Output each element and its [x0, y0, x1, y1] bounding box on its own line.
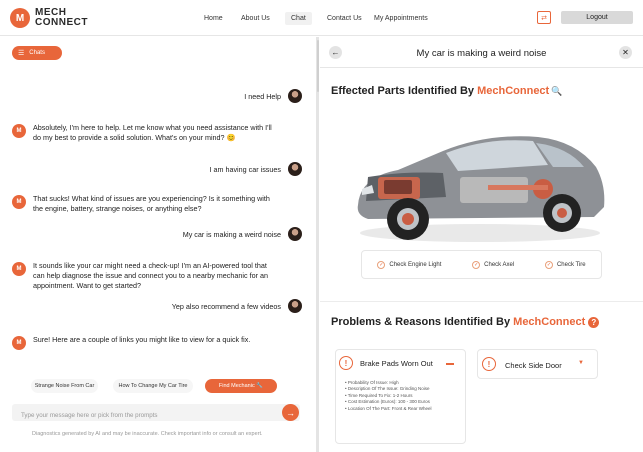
logo-mark-icon: M [10, 8, 30, 28]
magnifier-icon: 🔍 [551, 86, 563, 96]
close-icon[interactable]: ✕ [619, 46, 632, 59]
menu-icon: ☰ [18, 50, 25, 57]
check-item[interactable]: ✓ Check Engine Light [379, 261, 442, 268]
nav-home[interactable]: Home [204, 15, 223, 22]
user-avatar [288, 299, 302, 313]
chat-panel [0, 37, 316, 452]
help-icon: ? [588, 317, 599, 328]
collapse-icon[interactable] [446, 363, 454, 365]
back-arrow-icon[interactable]: ← [329, 46, 342, 59]
ai-disclaimer: Diagnostics generated by AI and may be inaccurate. Check important info or consult an expert. [32, 431, 263, 437]
panel-header [320, 37, 643, 68]
nav-my-appointments[interactable]: My Appointments [374, 15, 428, 22]
bot-message: M Sure! Here are a couple of links you might like to view for a quick fix. [12, 335, 273, 350]
user-avatar [288, 227, 302, 241]
section-divider [320, 301, 643, 302]
car-diagnostic-image [348, 115, 613, 247]
check-circle-icon: ✓ [379, 261, 384, 268]
user-avatar [288, 89, 302, 103]
check-item[interactable]: ✓ Check Axel [474, 261, 515, 268]
find-mechanic-chip[interactable]: Find Mechanic 🔧 [205, 379, 277, 393]
user-message: My car is making a weird noise [183, 227, 302, 241]
bot-avatar-icon: M [12, 336, 26, 350]
bot-message: M It sounds like your car might need a check-up! I'm an AI-powered tool that can help diagnose the issue and connect you to a nearby mechanic for an appointment. Want to get started? [12, 261, 273, 292]
chats-button-label: Chats [29, 50, 45, 56]
check-items-row [361, 250, 602, 279]
problem-details: • Probability Of Issue: High • Description Of The Issue: Grinding Noise • Time Required To Fix: 1-2 Hours • Cost Estimation (Euros): 100 - 300 Euros • Location Of The Part: Front & Rear Wheel [345, 380, 432, 411]
message-input[interactable] [12, 407, 272, 424]
user-message: I am having car issues [209, 162, 302, 176]
problem-title: Brake Pads Worn Out [360, 358, 433, 368]
top-navbar [0, 0, 643, 36]
bot-avatar-icon: M [12, 124, 26, 138]
translate-icon[interactable]: ⇄ [537, 11, 551, 24]
bot-avatar-icon: M [12, 262, 26, 276]
prompt-chip[interactable]: How To Change My Car Tire [113, 379, 193, 393]
check-circle-icon: ✓ [546, 261, 552, 268]
problems-heading: Problems & Reasons Identified By MechConnect ? [331, 316, 599, 328]
check-item[interactable]: ✓ Check Tire [546, 261, 586, 268]
secondary-problem-title: Check Side Door [505, 361, 562, 370]
panel-title: My car is making a weird noise [416, 48, 547, 59]
warning-icon: ! [339, 356, 353, 370]
chats-button[interactable] [12, 46, 62, 60]
logo-text: MECH CONNECT [35, 7, 88, 28]
panel-divider [316, 37, 319, 452]
warning-icon: ! [482, 357, 496, 371]
send-arrow-icon[interactable]: → [282, 404, 299, 421]
secondary-problem-card[interactable] [477, 349, 598, 379]
bot-avatar-icon: M [12, 195, 26, 209]
bot-message: M Absolutely, I'm here to help. Let me know what you need assistance with I'll do my best to provide a solid solution. What's on your mind? 😊 [12, 123, 273, 143]
logo[interactable] [10, 8, 88, 28]
parts-heading: Effected Parts Identified By MechConnect 🔍 [331, 85, 563, 97]
problem-card[interactable] [335, 349, 466, 444]
scrollbar[interactable] [317, 40, 319, 92]
check-circle-icon: ✓ [474, 261, 479, 268]
bot-message: M That sucks! What kind of issues are you experiencing? Is it something with the engine, battery, strange noises, or anything else? [12, 194, 273, 214]
logout-button[interactable]: Logout [561, 11, 633, 24]
user-message: Yep also recommend a few videos [172, 299, 302, 313]
user-avatar [288, 162, 302, 176]
nav-contact-us[interactable]: Contact Us [327, 15, 362, 22]
user-message: I need Help [244, 89, 302, 103]
message-input-bar [12, 404, 300, 421]
diagnosis-panel [320, 37, 643, 452]
nav-chat[interactable]: Chat [285, 12, 312, 25]
prompt-chip[interactable]: Strange Noise From Car [31, 379, 98, 393]
nav-about-us[interactable]: About Us [241, 15, 270, 22]
chevron-down-icon[interactable]: ▼ [578, 360, 584, 366]
